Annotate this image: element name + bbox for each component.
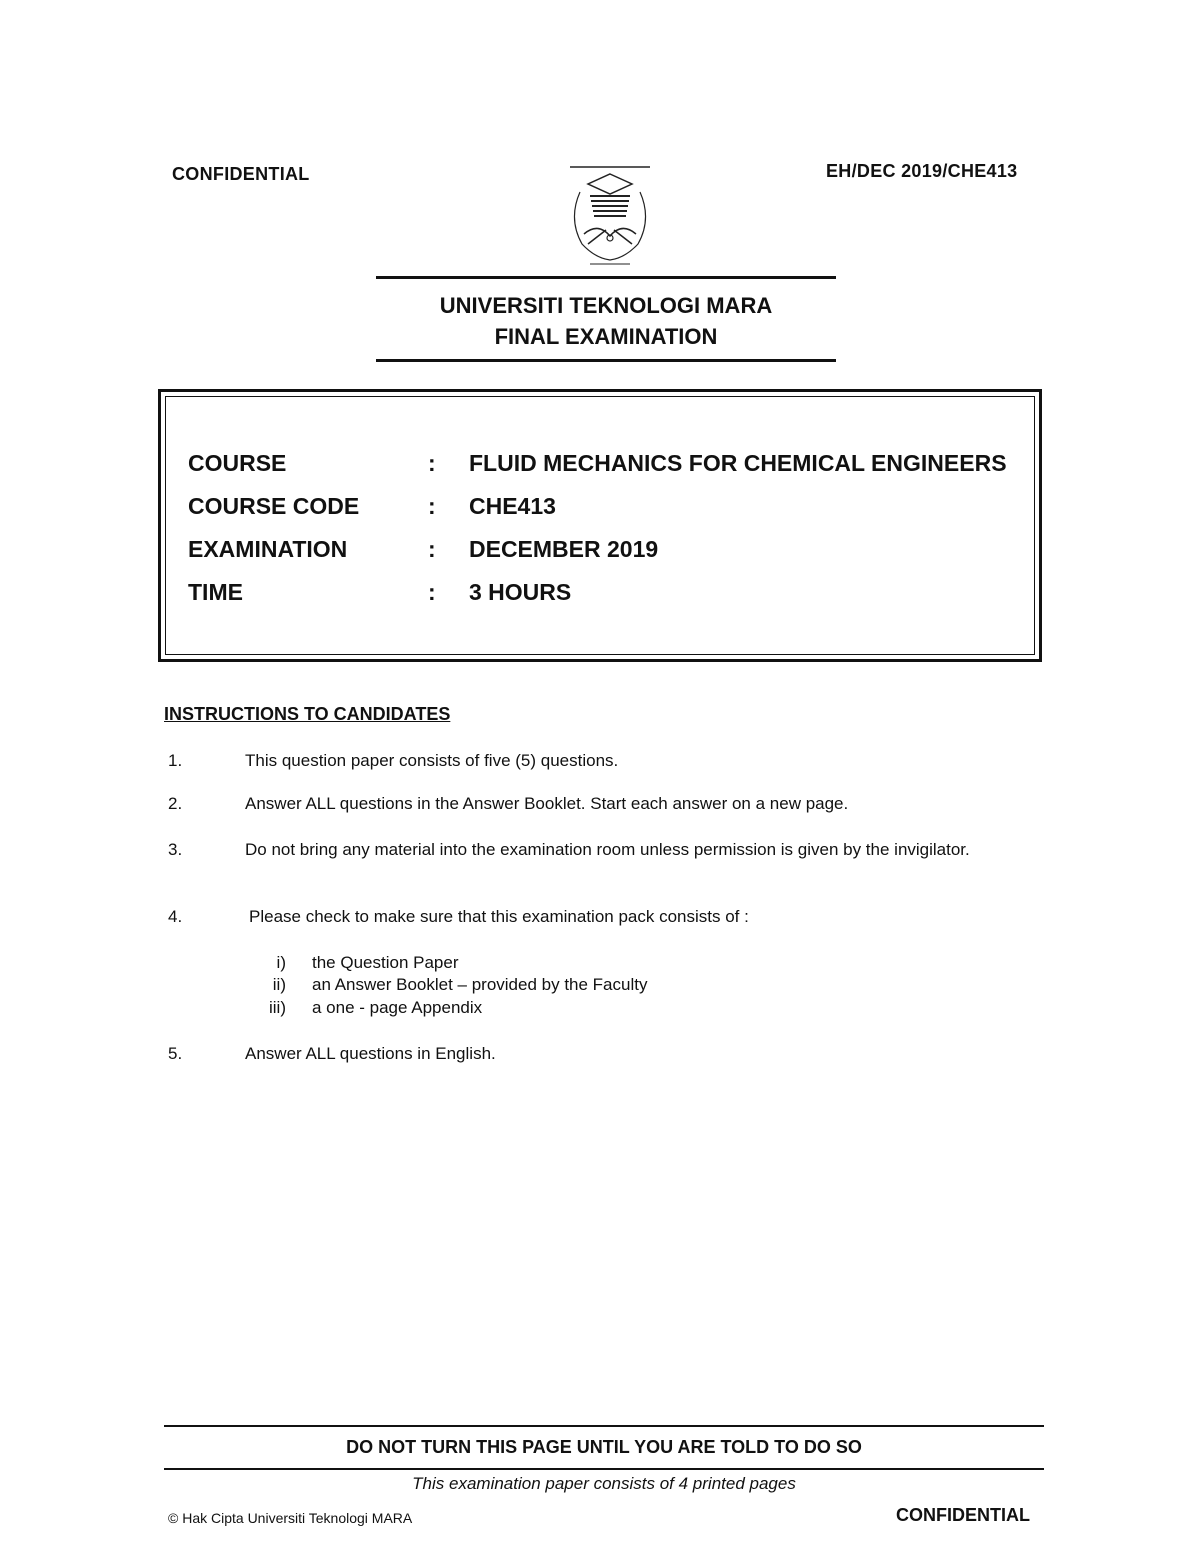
field-separator: : <box>428 493 436 519</box>
exam-type: FINAL EXAMINATION <box>494 324 718 349</box>
title-rule-top <box>376 276 836 279</box>
course-code-label: COURSE CODE <box>188 493 360 519</box>
examination-value: DECEMBER 2019 <box>469 536 659 562</box>
instruction-number: 1. <box>168 751 183 770</box>
instruction-text: Answer ALL questions in the Answer Booklet. Start each answer on a new page. <box>245 794 849 813</box>
field-separator: : <box>428 450 436 476</box>
course-value: FLUID MECHANICS FOR CHEMICAL ENGINEERS <box>469 450 1007 476</box>
field-separator: : <box>428 579 436 605</box>
copyright-notice: © Hak Cipta Universiti Teknologi MARA <box>168 1510 413 1526</box>
exam-reference: EH/DEC 2019/CHE413 <box>826 161 1018 181</box>
instruction-number: 2. <box>168 794 183 813</box>
instruction-text: Answer ALL questions in English. <box>245 1044 496 1063</box>
instructions-heading: INSTRUCTIONS TO CANDIDATES <box>164 704 451 724</box>
course-code-value: CHE413 <box>469 493 556 519</box>
do-not-turn-warning: DO NOT TURN THIS PAGE UNTIL YOU ARE TOLD TO DO SO <box>346 1437 862 1457</box>
footer-rule-top <box>164 1425 1044 1427</box>
title-block <box>376 290 836 352</box>
footer-rule-bottom <box>164 1468 1044 1470</box>
course-info-box-inner <box>165 396 1035 655</box>
pack-item-number: iii) <box>269 998 286 1017</box>
printed-pages-note: This examination paper consists of 4 printed pages <box>412 1474 796 1493</box>
confidential-label-top: CONFIDENTIAL <box>172 164 310 184</box>
instruction-number: 4. <box>168 907 183 926</box>
university-name: UNIVERSITI TEKNOLOGI MARA <box>439 293 773 318</box>
instruction-number: 3. <box>168 840 183 859</box>
title-rule-bottom <box>376 359 836 362</box>
field-separator: : <box>428 536 436 562</box>
pack-item-number: i) <box>276 953 286 972</box>
confidential-label-bottom: CONFIDENTIAL <box>896 1505 1030 1525</box>
time-label: TIME <box>188 579 243 605</box>
instruction-text: This question paper consists of five (5) questions. <box>245 751 619 770</box>
pack-item-text: a one - page Appendix <box>312 998 483 1017</box>
pack-item-text: an Answer Booklet – provided by the Faculty <box>312 975 648 994</box>
time-value: 3 HOURS <box>469 579 572 605</box>
pack-item-number: ii) <box>272 975 286 994</box>
instruction-text: Do not bring any material into the examination room unless permission is given by the invigilator. <box>245 840 970 859</box>
pack-item-text: the Question Paper <box>312 953 459 972</box>
instruction-text: Please check to make sure that this examination pack consists of : <box>249 907 749 926</box>
university-crest-icon <box>560 164 660 268</box>
course-label: COURSE <box>188 450 287 476</box>
examination-label: EXAMINATION <box>188 536 348 562</box>
instruction-number: 5. <box>168 1044 183 1063</box>
